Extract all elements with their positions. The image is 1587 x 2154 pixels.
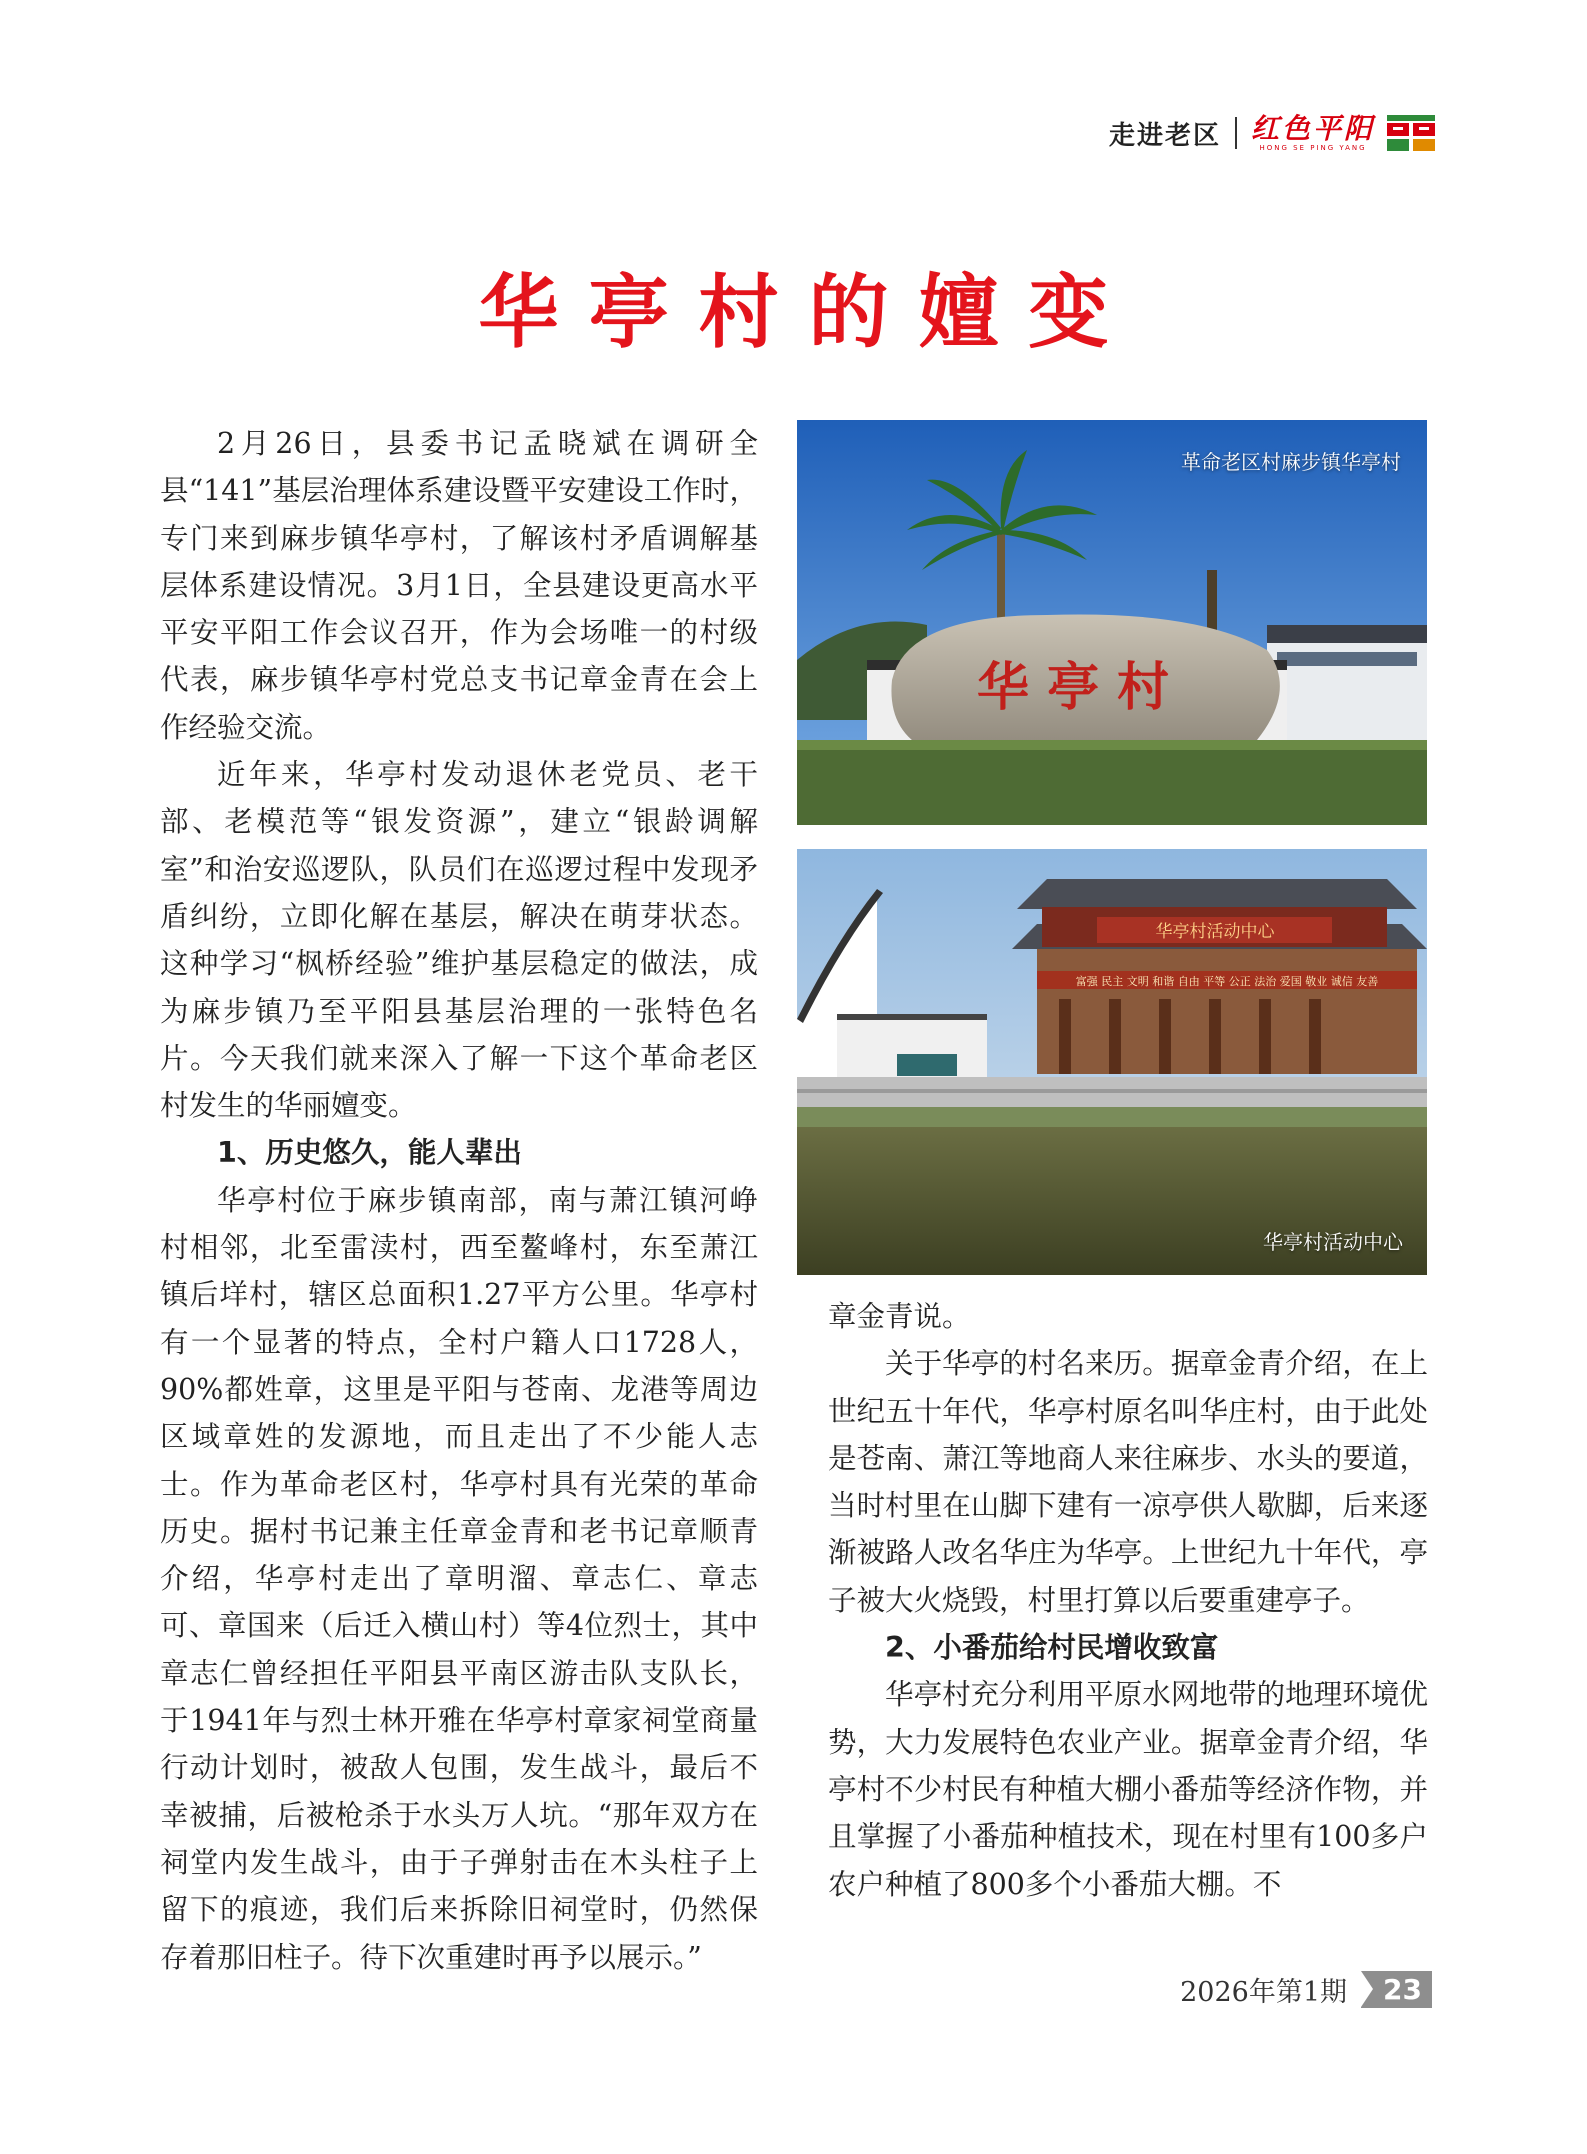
page-header <box>1109 108 1437 158</box>
body-paragraph: 章金青说。 <box>828 1300 971 1333</box>
left-text-column <box>160 420 758 1981</box>
body-paragraph: 2月26日，县委书记孟晓斌在调研全县“141”基层治理体系建设暨平安建设工作时，专门来到麻步镇华亭村，了解该村矛盾调解基层体系建设情况。3月1日，全县建设更高水平平安平阳工作会议召开，作为会场唯一的村级代表，麻步镇华亭村党总支书记章金青在会上作经验交流。 <box>160 427 758 744</box>
photo-caption: 华亭村活动中心 <box>1263 1230 1403 1254</box>
brand-logo-icon <box>1385 113 1437 153</box>
page-number: 23 <box>1361 1971 1432 2008</box>
article-title: 华亭村的嬗变 <box>478 266 1139 359</box>
section-subheading: 1、历史悠久，能人辈出 <box>217 1136 522 1170</box>
section-subheading: 2、小番茄给村民增收致富 <box>885 1631 1219 1665</box>
page-footer <box>1180 1970 1432 2009</box>
body-paragraph: 关于华亭的村名来历。据章金青介绍，在上世纪五十年代，华亭村原名叫华庄村，由于此处是苍南、萧江等地商人来往麻步、水头的要道，当时村里在山脚下建有一凉亭供人歇脚，后来逐渐被路人改名华庄为华亭。上世纪九十年代，亭子被大火烧毁，村里打算以后要重建亭子。 <box>828 1347 1428 1617</box>
activity-center-photo <box>797 849 1427 1275</box>
stone-inscription: 华亭村 <box>976 657 1188 718</box>
issue-label: 2026年第1期 <box>1180 1977 1348 2008</box>
values-banner: 富强 民主 文明 和谐 自由 平等 公正 法治 爱国 敬业 诚信 友善 <box>1075 975 1379 988</box>
brand-name-en: HONG SE PING YANG <box>1259 144 1367 152</box>
header-divider <box>1235 117 1237 149</box>
brand-name-cn: 红色平阳 <box>1250 112 1375 145</box>
brand-wordmark <box>1251 114 1375 152</box>
photo-caption: 革命老区村麻步镇华亭村 <box>1181 450 1401 474</box>
village-stone-photo <box>797 420 1427 825</box>
building-sign: 华亭村活动中心 <box>1155 922 1275 942</box>
body-paragraph: 近年来，华亭村发动退休老党员、老干部、老模范等“银发资源”，建立“银龄调解室”和治安巡逻队，队员们在巡逻过程中发现矛盾纠纷，立即化解在基层，解决在萌芽状态。这种学习“枫桥经验”维护基层稳定的做法，成为麻步镇乃至平阳县基层治理的一张特色名片。今天我们就来深入了解一下这个革命老区村发生的华丽嬗变。 <box>160 758 758 1123</box>
section-label: 走进老区 <box>1108 120 1221 151</box>
body-paragraph: 华亭村充分利用平原水网地带的地理环境优势，大力发展特色农业产业。据章金青介绍，华亭村不少村民有种植大棚小番茄等经济作物，并且掌握了小番茄种植技术，现在村里有100多户农户种植了800多个小番茄大棚。不 <box>828 1678 1428 1901</box>
body-paragraph: 华亭村位于麻步镇南部，南与萧江镇河峥村相邻，北至雷渎村，西至鳌峰村，东至萧江镇后垟村，辖区总面积1.27平方公里。华亭村有一个显著的特点，全村户籍人口1728人，90%都姓章，这里是平阳与苍南、龙港等周边区域章姓的发源地，而且走出了不少能人志士。作为革命老区村，华亭村具有光荣的革命历史。据村书记兼主任章金青和老书记章顺青介绍，华亭村走出了章明溜、章志仁、章志可、章国来（后迁入横山村）等4位烈士，其中章志仁曾经担任平阳县平南区游击队支队长，于1941年与烈士林开雅在华亭村章家祠堂商量行动计划时，被敌人包围，发生战斗，最后不幸被捕，后被枪杀于水头万人坑。“那年双方在祠堂内发生战斗，由于子弹射击在木头柱子上留下的痕迹，我们后来拆除旧祠堂时，仍然保存着那旧柱子。待下次重建时再予以展示。” <box>160 1183 758 1974</box>
right-text-column <box>828 1293 1428 1908</box>
